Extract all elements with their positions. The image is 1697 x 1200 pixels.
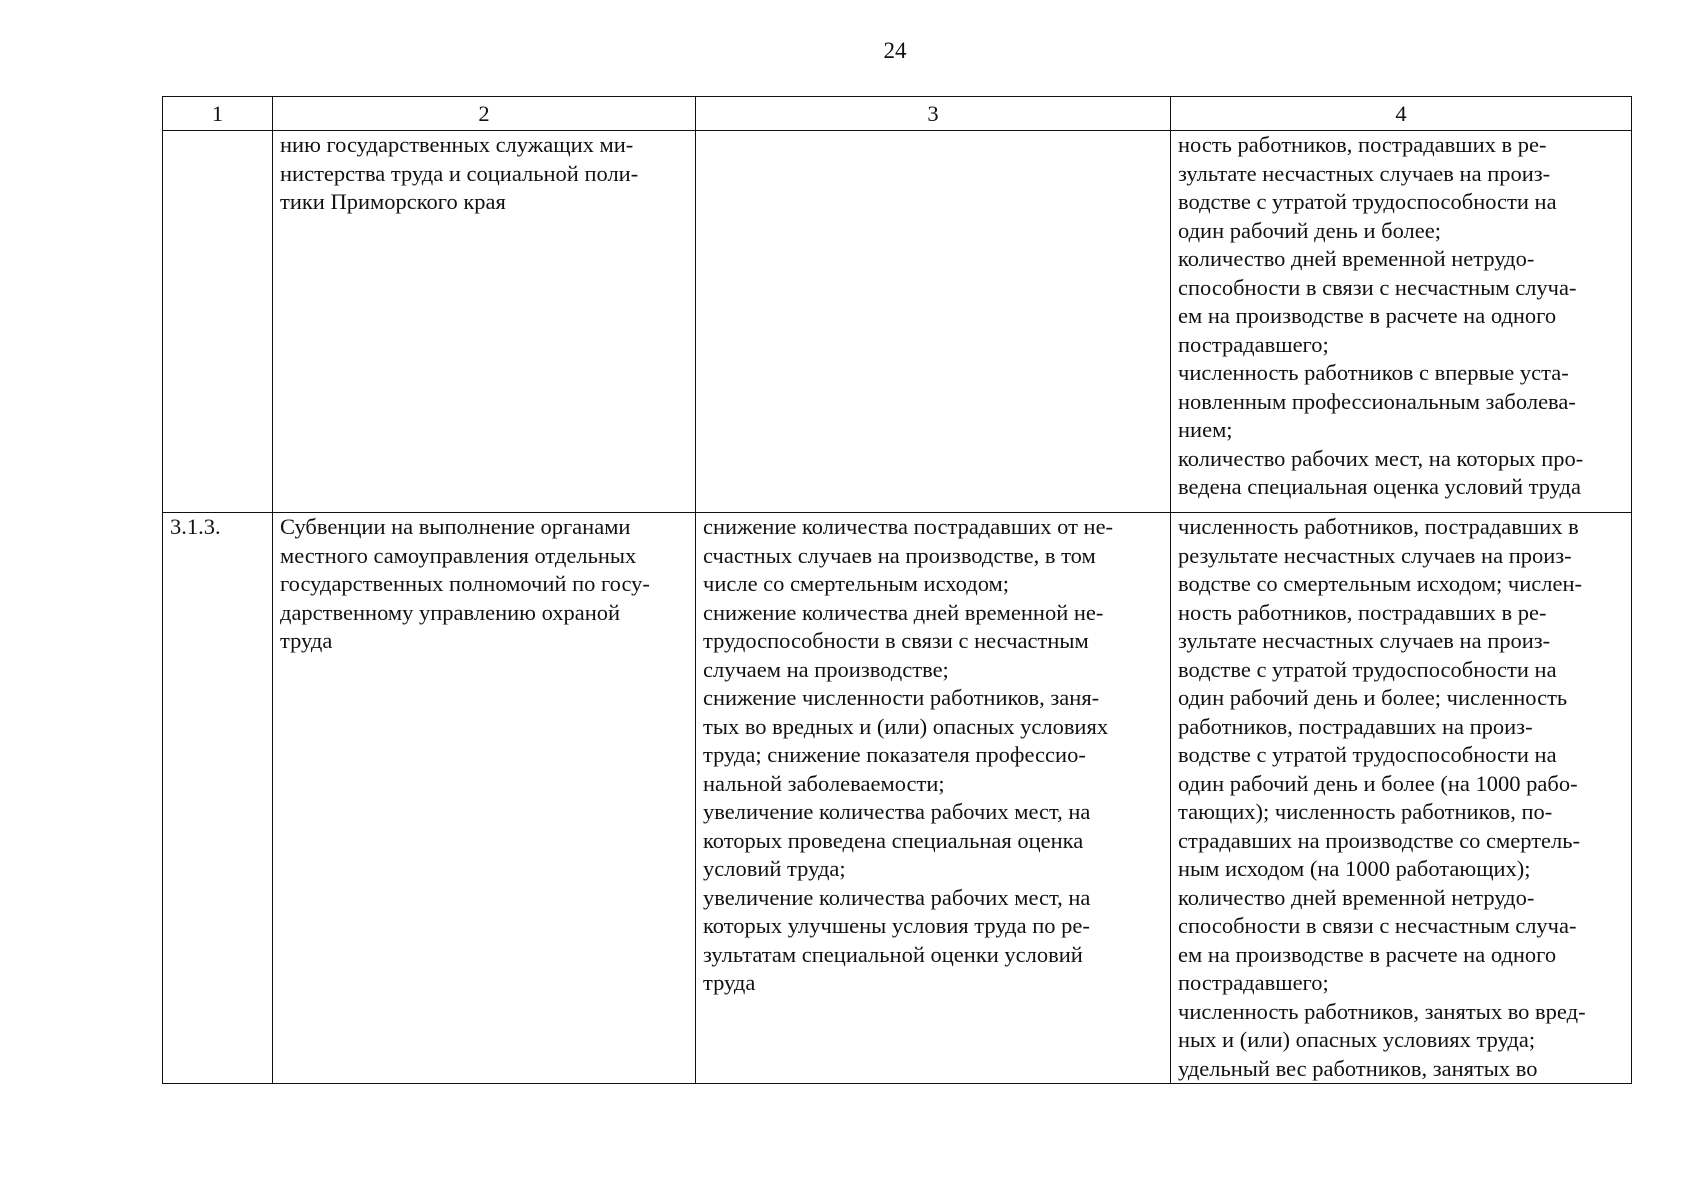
indicators-cell xyxy=(1171,513,1632,1084)
column-header-2: 2 xyxy=(273,97,696,131)
expected-result-cell xyxy=(696,513,1171,1084)
table-header-row xyxy=(163,97,1632,131)
column-header-1: 1 xyxy=(163,97,273,131)
row-number-cell xyxy=(163,131,273,513)
column-header-4: 4 xyxy=(1171,97,1632,131)
measure-title: Субвенции на выполнение органами местного самоуправления отдельных государственных полномочий по госу- дарственному управлению охраной труда xyxy=(280,514,650,653)
expected-result: снижение количества пострадавших от не- счастных случаев на производстве, в том числе со смертельным исходом; снижение количества дней временной не- трудоспособности в связи с несчастным случаем на производстве; снижение численности работников, заня- тых во вредных и (или) опасных условиях труда; снижение показателя профессио- нальной заболеваемости; увеличение количества рабочих мест, на которых проведена специальная оценка условий труда; увеличение количества рабочих мест, на которых улучшены условия труда по ре- зультатам специальной оценки условий труда xyxy=(703,514,1114,995)
page-number: 24 xyxy=(883,38,907,63)
table-row xyxy=(163,513,1632,1084)
expected-result-cell xyxy=(696,131,1171,513)
row-number-cell xyxy=(163,513,273,1084)
indicators-text: численность работников, пострадавших в результате несчастных случаев на произ- водстве со смертельным исходом; числен- ность работников, пострадавших в ре- зультате несчастных случаев на произ- водстве с утратой трудоспособности на один рабочий день и более; численность работников, пострадавших на произ- водстве с утратой трудоспособности на один рабочий день и более (на 1000 рабо- тающих); численность работников, по- страдавших на производстве со смертель- ным исходом (на 1000 работающих); количество дней временной нетрудо- способности в связи с несчастным случа- ем на производстве в расчете на одного пострадавшего; численность работников, занятых во вред- ных и (или) опасных условиях труда; удельный вес работников, занятых во xyxy=(1178,514,1586,1081)
row-number: 3.1.3. xyxy=(170,514,221,539)
measure-title: нию государственных служащих ми- нистерства труда и социальной поли- тики Приморского края xyxy=(280,132,639,214)
measure-title-cell xyxy=(273,131,696,513)
program-table xyxy=(162,96,1632,1084)
table-row xyxy=(163,131,1632,513)
measure-title-cell xyxy=(273,513,696,1084)
column-header-3: 3 xyxy=(696,97,1171,131)
indicators-cell xyxy=(1171,131,1632,513)
indicators-text: ность работников, пострадавших в ре- зультате несчастных случаев на произ- водстве с утратой трудоспособности на один рабочий день и более; количество дней временной нетрудо- способности в связи с несчастным случа- ем на производстве в расчете на одного пострадавшего; численность работников с впервые уста- новленным профессиональным заболева- нием; количество рабочих мест, на которых про- ведена специальная оценка условий труда xyxy=(1178,132,1584,499)
